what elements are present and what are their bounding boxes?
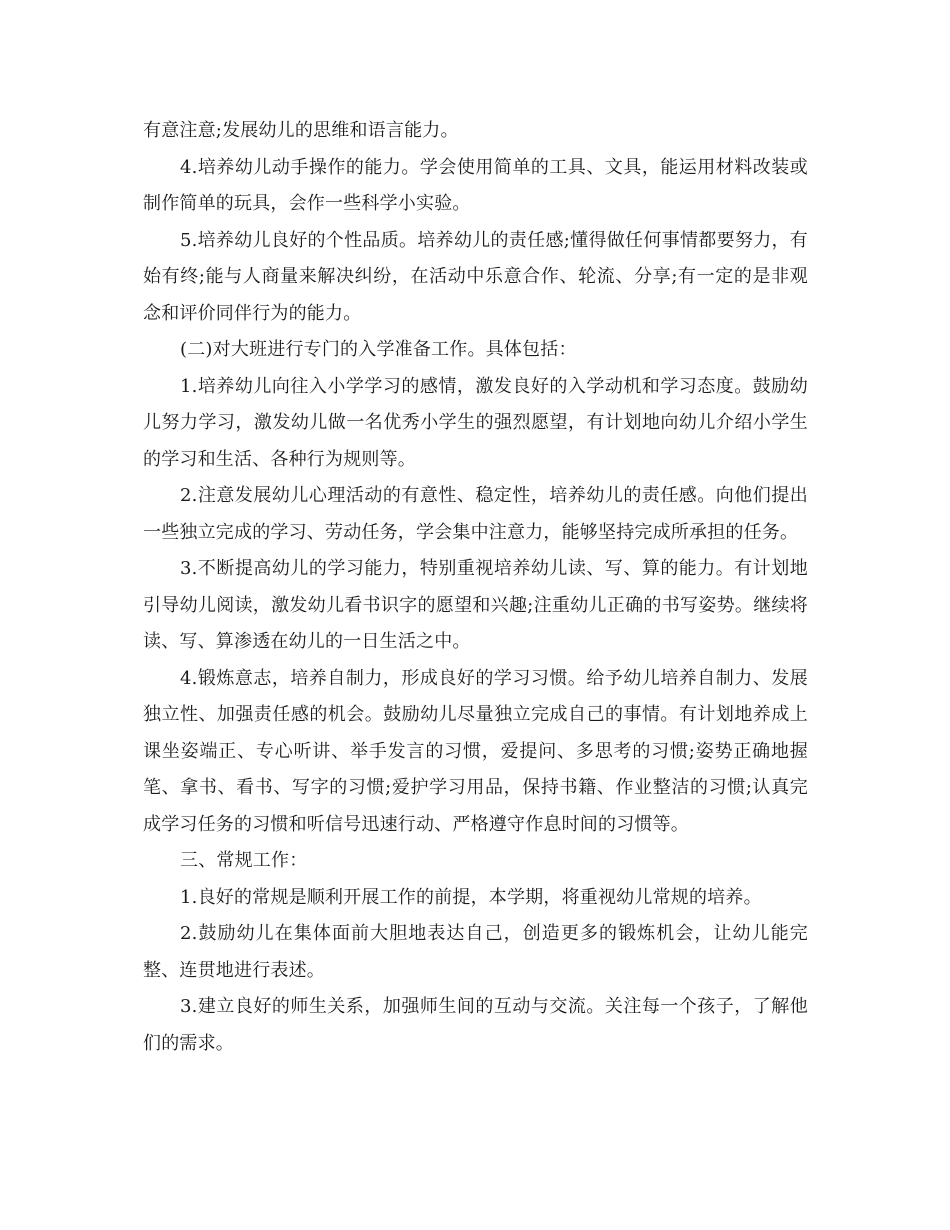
- paragraph-routine-3: 3.建立良好的师生关系，加强师生间的互动与交流。关注每一个孩子，了解他们的需求。: [143, 996, 808, 1054]
- paragraph-item-5-character: 5.培养幼儿良好的个性品质。培养幼儿的责任感;懂得做任何事情都要努力，有始有终;能与人商量来解决纠纷，在活动中乐意合作、轮流、分享;有一定的是非观念和评价同伴行为的能力。: [143, 229, 808, 324]
- section-heading-routine-work: 三、常规工作：: [180, 850, 308, 871]
- paragraph-item-4-hands-on: 4.培养幼儿动手操作的能力。学会使用简单的工具、文具，能运用材料改装或制作简单的玩具，会作一些科学小实验。: [143, 156, 808, 214]
- paragraph-continuation: 有意注意;发展幼儿的思维和语言能力。: [143, 120, 459, 141]
- section-heading-school-prep: (二)对大班进行专门的入学准备工作。具体包括：: [180, 339, 577, 360]
- paragraph-item-4-willpower: 4.锻炼意志，培养自制力，形成良好的学习习惯。给予幼儿培养自制力、发展独立性、加强责任感的机会。鼓励幼儿尽量独立完成自己的事情。有计划地养成上课坐姿端正、专心听讲、举手发言的习惯，爱提问、多思考的习惯;姿势正确地握笔、拿书、看书、写字的习惯;爱护学习用品，保持书籍、作业整洁的习惯;认真完成学习任务的习惯和听信号迅速行动、严格遵守作息时间的习惯等。: [143, 667, 808, 835]
- paragraph-routine-2: 2.鼓励幼儿在集体面前大胆地表达自己，创造更多的锻炼机会，让幼儿能完整、连贯地进行表述。: [143, 923, 808, 981]
- paragraph-item-2-attention: 2.注意发展幼儿心理活动的有意性、稳定性，培养幼儿的责任感。向他们提出一些独立完成的学习、劳动任务，学会集中注意力，能够坚持完成所承担的任务。: [143, 485, 808, 543]
- paragraph-routine-1: 1.良好的常规是顺利开展工作的前提，本学期，将重视幼儿常规的培养。: [180, 886, 762, 908]
- document-body: [143, 113, 808, 1062]
- paragraph-item-3-learning: 3.不断提高幼儿的学习能力，特别重视培养幼儿读、写、算的能力。有计划地引导幼儿阅读，激发幼儿看书识字的愿望和兴趣;注重幼儿正确的书写姿势。继续将读、写、算渗透在幼儿的一日生活之中。: [143, 558, 808, 652]
- paragraph-item-1-motivation: 1.培养幼儿向往入小学学习的感情，激发良好的入学动机和学习态度。鼓励幼儿努力学习，激发幼儿做一名优秀小学生的强烈愿望，有计划地向幼儿介绍小学生的学习和生活、各种行为规则等。: [143, 375, 808, 470]
